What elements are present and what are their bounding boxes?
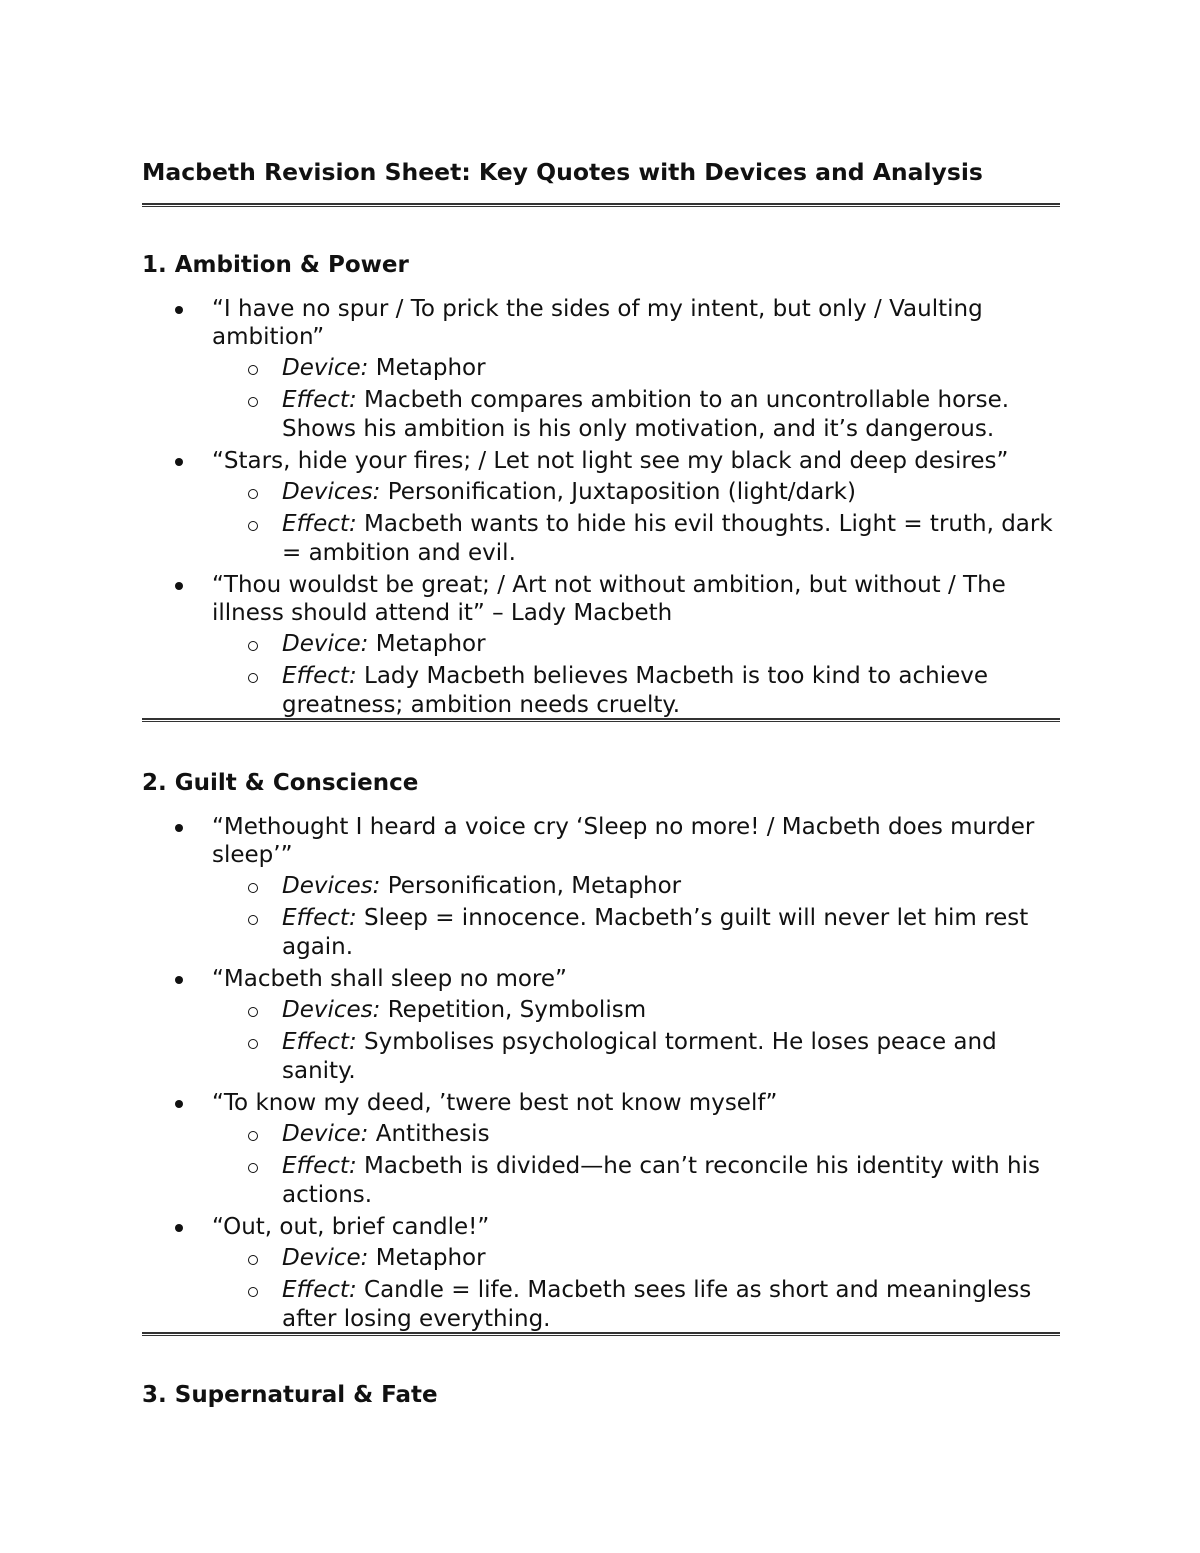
point-label: Device: (282, 355, 369, 381)
section-heading: 2. Guilt & Conscience (142, 770, 419, 796)
bullet-icon (175, 1224, 183, 1232)
point-label: Effect: (282, 1153, 357, 1179)
section-ambition-power (142, 249, 1060, 723)
circle-bullet-icon (248, 489, 258, 499)
point-list (212, 996, 1060, 1089)
point-label: Effect: (282, 1029, 357, 1055)
effect-point (212, 904, 1060, 965)
point-text: Personification, Juxtaposition (light/dark) (387, 479, 856, 505)
point-label: Devices: (282, 873, 381, 899)
bullet-icon (175, 976, 183, 984)
point-text: Candle = life. Macbeth sees life as short and meaningless after losing everything. (282, 1277, 1032, 1332)
point-text: Metaphor (375, 631, 486, 657)
circle-bullet-icon (248, 1287, 258, 1297)
quote-item (142, 1213, 1060, 1337)
point-list (212, 630, 1060, 723)
section-supernatural-fate (142, 1379, 1060, 1411)
point-text: Macbeth compares ambition to an uncontrollable horse. Shows his ambition is his only motivation, and it’s dangerous. (282, 387, 1010, 442)
quote-text: “I have no spur / To prick the sides of my intent, but only / Vaulting ambition” (212, 296, 983, 350)
effect-point (212, 1276, 1060, 1337)
quote-item (142, 965, 1060, 1089)
quote-text: “Macbeth shall sleep no more” (212, 966, 567, 992)
device-point (212, 996, 1060, 1028)
point-text: Macbeth wants to hide his evil thoughts. Light = truth, dark = ambition and evil. (282, 511, 1053, 566)
bullet-icon (175, 1100, 183, 1108)
effect-point (212, 510, 1060, 571)
bullet-icon (175, 824, 183, 832)
device-point (212, 354, 1060, 386)
effect-point (212, 1028, 1060, 1089)
quote-text: “Methought I heard a voice cry ‘Sleep no more! / Macbeth does murder sleep’” (212, 814, 1035, 868)
point-label: Device: (282, 1245, 369, 1271)
circle-bullet-icon (248, 673, 258, 683)
circle-bullet-icon (248, 1131, 258, 1141)
point-text: Personification, Metaphor (387, 873, 682, 899)
section-heading: 3. Supernatural & Fate (142, 1382, 438, 1408)
quote-item (142, 295, 1060, 447)
circle-bullet-icon (248, 521, 258, 531)
circle-bullet-icon (248, 915, 258, 925)
point-label: Devices: (282, 997, 381, 1023)
point-list (212, 1120, 1060, 1213)
point-label: Effect: (282, 663, 357, 689)
point-text: Sleep = innocence. Macbeth’s guilt will never let him rest again. (282, 905, 1029, 960)
point-label: Effect: (282, 1277, 357, 1303)
bullet-icon (175, 306, 183, 314)
point-text: Lady Macbeth believes Macbeth is too kind to achieve greatness; ambition needs cruelty. (282, 663, 989, 718)
device-point (212, 630, 1060, 662)
point-list (212, 354, 1060, 447)
circle-bullet-icon (248, 1255, 258, 1265)
circle-bullet-icon (248, 883, 258, 893)
circle-bullet-icon (248, 1039, 258, 1049)
section-heading: 1. Ambition & Power (142, 252, 409, 278)
quote-text: “Stars, hide your fires; / Let not light see my black and deep desires” (212, 448, 1009, 474)
point-label: Device: (282, 631, 369, 657)
section-divider (142, 718, 1060, 722)
point-text: Antithesis (375, 1121, 490, 1147)
document-title: Macbeth Revision Sheet: Key Quotes with Devices and Analysis (142, 158, 983, 186)
circle-bullet-icon (248, 1007, 258, 1017)
quote-text: “Thou wouldst be great; / Art not without ambition, but without / The illness should attend it” – Lady Macbeth (212, 572, 1006, 626)
device-point (212, 1244, 1060, 1276)
point-list (212, 1244, 1060, 1337)
section-guilt-conscience (142, 767, 1060, 1337)
device-point (212, 478, 1060, 510)
circle-bullet-icon (248, 365, 258, 375)
effect-point (212, 386, 1060, 447)
point-label: Devices: (282, 479, 381, 505)
device-point (212, 1120, 1060, 1152)
quote-list (142, 813, 1060, 1337)
quote-item (142, 447, 1060, 571)
point-list (212, 478, 1060, 571)
quote-item (142, 571, 1060, 723)
quote-item (142, 813, 1060, 965)
circle-bullet-icon (248, 397, 258, 407)
quote-item (142, 1089, 1060, 1213)
point-label: Effect: (282, 511, 357, 537)
point-text: Metaphor (375, 1245, 486, 1271)
point-text: Repetition, Symbolism (387, 997, 647, 1023)
quote-list (142, 295, 1060, 723)
bullet-icon (175, 582, 183, 590)
point-text: Metaphor (375, 355, 486, 381)
circle-bullet-icon (248, 1163, 258, 1173)
title-divider (142, 203, 1060, 207)
section-divider (142, 1332, 1060, 1336)
effect-point (212, 1152, 1060, 1213)
point-text: Macbeth is divided—he can’t reconcile his identity with his actions. (282, 1153, 1040, 1208)
point-list (212, 872, 1060, 965)
device-point (212, 872, 1060, 904)
point-label: Device: (282, 1121, 369, 1147)
circle-bullet-icon (248, 641, 258, 651)
quote-text: “To know my deed, ’twere best not know myself” (212, 1090, 778, 1116)
quote-text: “Out, out, brief candle!” (212, 1214, 490, 1240)
point-text: Symbolises psychological torment. He loses peace and sanity. (282, 1029, 997, 1084)
point-label: Effect: (282, 387, 357, 413)
bullet-icon (175, 458, 183, 466)
point-label: Effect: (282, 905, 357, 931)
effect-point (212, 662, 1060, 723)
